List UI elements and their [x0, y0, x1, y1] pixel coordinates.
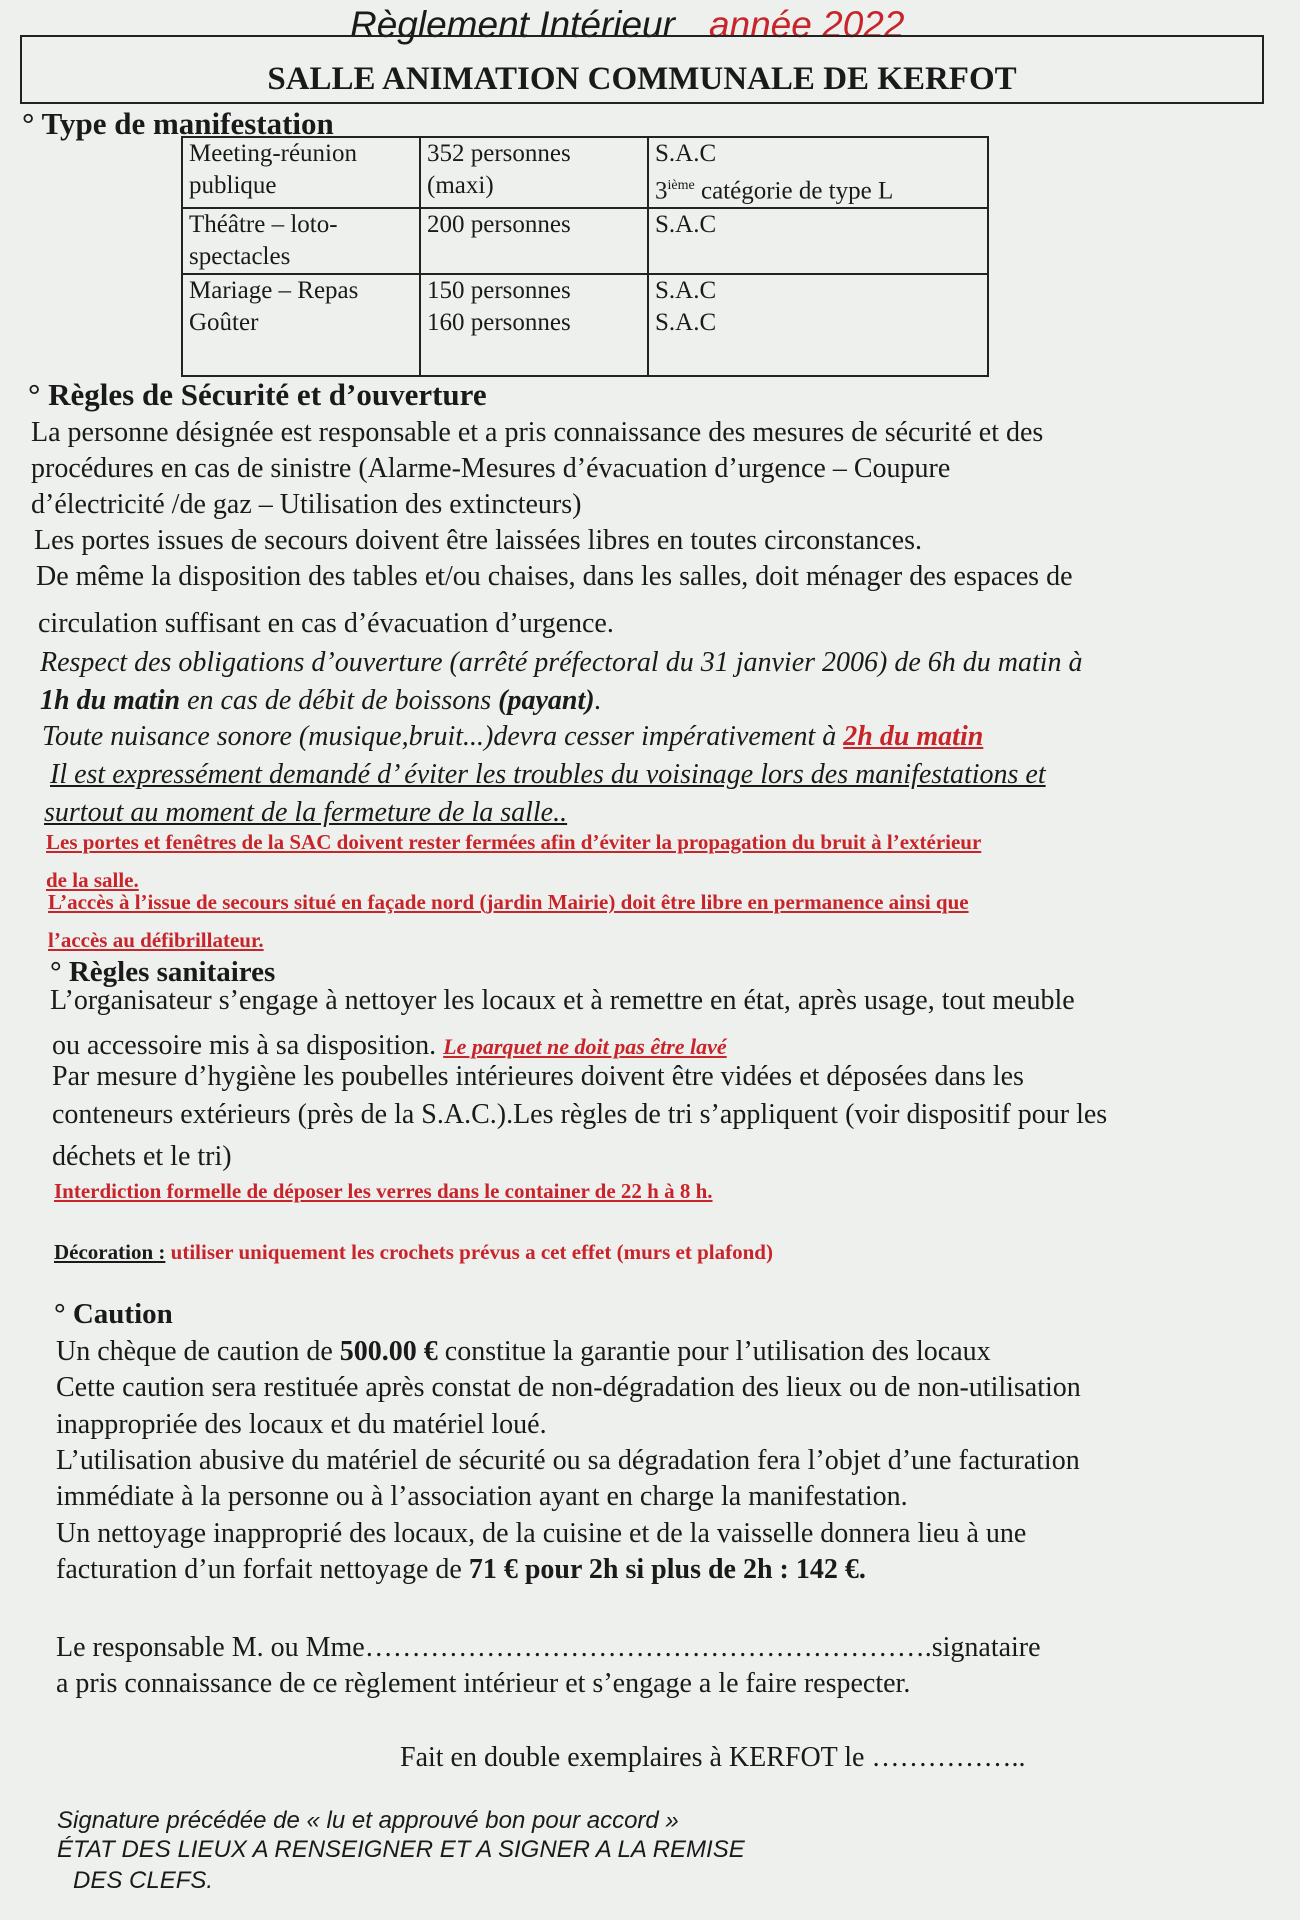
security-line: surtout au moment de la fermeture de la salle.. — [44, 797, 568, 828]
table-cell-type — [182, 137, 420, 208]
security-warning-line: l’accès au défibrillateur. — [48, 928, 264, 952]
glass-warning-line: Interdiction formelle de déposer les verres dans le container de 22 h à 8 h. — [54, 1179, 713, 1203]
parquet-warning: Le parquet ne doit pas être lavé — [443, 1034, 727, 1059]
cell-line: 160 personnes — [427, 309, 571, 337]
category-text: catégorie de type L — [694, 177, 894, 205]
cell-line: Meeting-réunion — [189, 140, 358, 167]
decoration-line — [54, 1235, 773, 1269]
table-cell-type — [182, 274, 420, 376]
caution-text: Un chèque de caution de — [56, 1336, 340, 1367]
sanitary-line: L’organisateur s’engage à nettoyer les locaux et à remettre en état, après usage, tout meuble — [50, 985, 1075, 1016]
cell-line: publique — [189, 172, 277, 199]
security-line: procédures en cas de sinistre (Alarme-Mesures d’évacuation d’urgence – Coupure — [31, 453, 951, 484]
table-cell-type — [182, 208, 420, 274]
caution-line: Un nettoyage inapproprié des locaux, de la cuisine et de la vaisselle donnera lieu à une — [56, 1518, 1027, 1549]
signature-line: Le responsable M. ou Mme…………………………………………………….signataire — [56, 1632, 1041, 1663]
noise-deadline-text: 2h du matin — [843, 721, 984, 752]
section-sanitary-heading: ° Règles sanitaires — [50, 956, 276, 988]
footer-line: Signature précédée de « lu et approuvé bon pour accord » — [57, 1807, 679, 1834]
security-line — [50, 758, 1046, 792]
security-text: en cas de débit de boissons — [180, 685, 499, 716]
security-line: circulation suffisant en cas d’évacuation d’urgence. — [38, 608, 614, 639]
opening-hours-text: 1h du matin — [40, 685, 181, 716]
security-warning-line: Les portes et fenêtres de la SAC doivent rester fermées afin d’éviter la propagation du bruit à l’extérieur — [46, 830, 982, 854]
cell-line: S.A.C — [655, 140, 717, 167]
heading-box: SALLE ANIMATION COMMUNALE DE KERFOT — [20, 35, 1264, 104]
cell-line: S.A.C — [655, 309, 717, 337]
cell-line — [655, 170, 981, 207]
signature-place-date: Fait en double exemplaires à KERFOT le …………….. — [400, 1742, 1026, 1773]
table-cell-class — [648, 274, 988, 376]
caution-line: L’utilisation abusive du matériel de sécurité ou sa dégradation fera l’objet d’une facturation — [56, 1445, 1080, 1476]
title-year: année 2022 — [708, 4, 905, 45]
manifestation-table — [181, 136, 989, 377]
table-cell-capacity — [420, 137, 648, 208]
cleaning-fee: 71 € pour 2h si plus de 2h : 142 €. — [468, 1554, 866, 1585]
table-row — [182, 208, 988, 274]
security-text: demandé d’ éviter les troubles du voisinage lors des manifestations et — [262, 759, 1046, 790]
table-cell-class — [648, 137, 988, 208]
security-warning-line: de la salle. — [46, 868, 139, 892]
sanitary-line — [52, 1029, 727, 1064]
sanitary-line: Par mesure d’hygiène les poubelles intérieures doivent être vidées et déposées dans les — [52, 1061, 1024, 1092]
caution-text: constitue la garantie pour l’utilisation des locaux — [437, 1336, 991, 1367]
decoration-label: Décoration : — [54, 1240, 166, 1264]
security-line: d’électricité /de gaz – Utilisation des extincteurs) — [31, 489, 582, 520]
table-row — [182, 274, 988, 376]
decoration-text: utiliser uniquement les crochets prévus a cet effet (murs et plafond) — [165, 1240, 773, 1264]
cell-line: S.A.C — [655, 211, 717, 239]
caution-text: facturation d’un forfait nettoyage de — [56, 1554, 469, 1585]
security-warning-line: L’accès à l’issue de secours situé en façade nord (jardin Mairie) doit être libre en permanence ainsi que — [48, 890, 969, 914]
security-text: . — [594, 685, 602, 716]
caution-line: Cette caution sera restituée après constat de non-dégradation des lieux ou de non-utilisation — [56, 1372, 1081, 1403]
category-suffix: ième — [667, 178, 695, 193]
security-line: Respect des obligations d’ouverture (arrêté préfectoral du 31 janvier 2006) de 6h du matin à — [40, 647, 1083, 678]
cell-line: 200 personnes — [427, 211, 571, 239]
security-line — [42, 720, 983, 754]
security-text: Toute nuisance sonore (musique,bruit...)devra cesser impérativement à — [42, 721, 844, 752]
title-text: Règlement Intérieur — [350, 4, 675, 45]
section-security-heading: ° Règles de Sécurité et d’ouverture — [28, 377, 487, 412]
caution-line — [56, 1553, 866, 1587]
category-number: 3 — [655, 177, 668, 205]
section-type-heading: ° Type de manifestation — [22, 106, 334, 141]
caution-line: immédiate à la personne ou à l’association ayant en charge la manifestation. — [56, 1481, 908, 1512]
footer-line: DES CLEFS. — [73, 1867, 214, 1894]
signature-line: a pris connaissance de ce règlement intérieur et s’engage a le faire respecter. — [56, 1668, 911, 1699]
cell-line: 150 personnes — [427, 277, 571, 305]
section-caution-heading: ° Caution — [54, 1298, 173, 1330]
cell-line: Mariage – Repas — [189, 277, 359, 305]
caution-line — [56, 1335, 991, 1369]
caution-line: inappropriée des locaux et du matériel loué. — [56, 1409, 547, 1440]
cell-line: spectacles — [189, 243, 291, 271]
table-cell-capacity — [420, 274, 648, 376]
cell-line: (maxi) — [427, 172, 494, 199]
security-line: Les portes issues de secours doivent être laissées libres en toutes circonstances. — [34, 525, 922, 556]
table-cell-class — [648, 208, 988, 274]
table-cell-capacity — [420, 208, 648, 274]
caution-amount: 500.00 € — [339, 1336, 438, 1367]
cell-line: 352 personnes — [427, 140, 571, 167]
sanitary-line: conteneurs extérieurs (près de la S.A.C.).Les règles de tri s’appliquent (voir dispositif pour les — [52, 1099, 1108, 1130]
table-row — [182, 137, 988, 208]
sanitary-text: ou accessoire mis à sa disposition. — [52, 1030, 444, 1061]
security-line — [40, 684, 602, 718]
security-text: Il est expressément — [50, 759, 262, 790]
cell-line: Goûter — [189, 309, 259, 337]
security-line: La personne désignée est responsable et a pris connaissance des mesures de sécurité et des — [31, 417, 1044, 448]
sanitary-line: déchets et le tri) — [52, 1141, 232, 1172]
paid-text: (payant) — [498, 685, 595, 716]
footer-line: ÉTAT DES LIEUX A RENSEIGNER ET A SIGNER A LA REMISE — [57, 1836, 745, 1863]
security-line: De même la disposition des tables et/ou chaises, dans les salles, doit ménager des espaces de — [36, 561, 1073, 592]
cell-line: S.A.C — [655, 277, 717, 305]
cell-line: Théâtre – loto- — [189, 211, 338, 239]
